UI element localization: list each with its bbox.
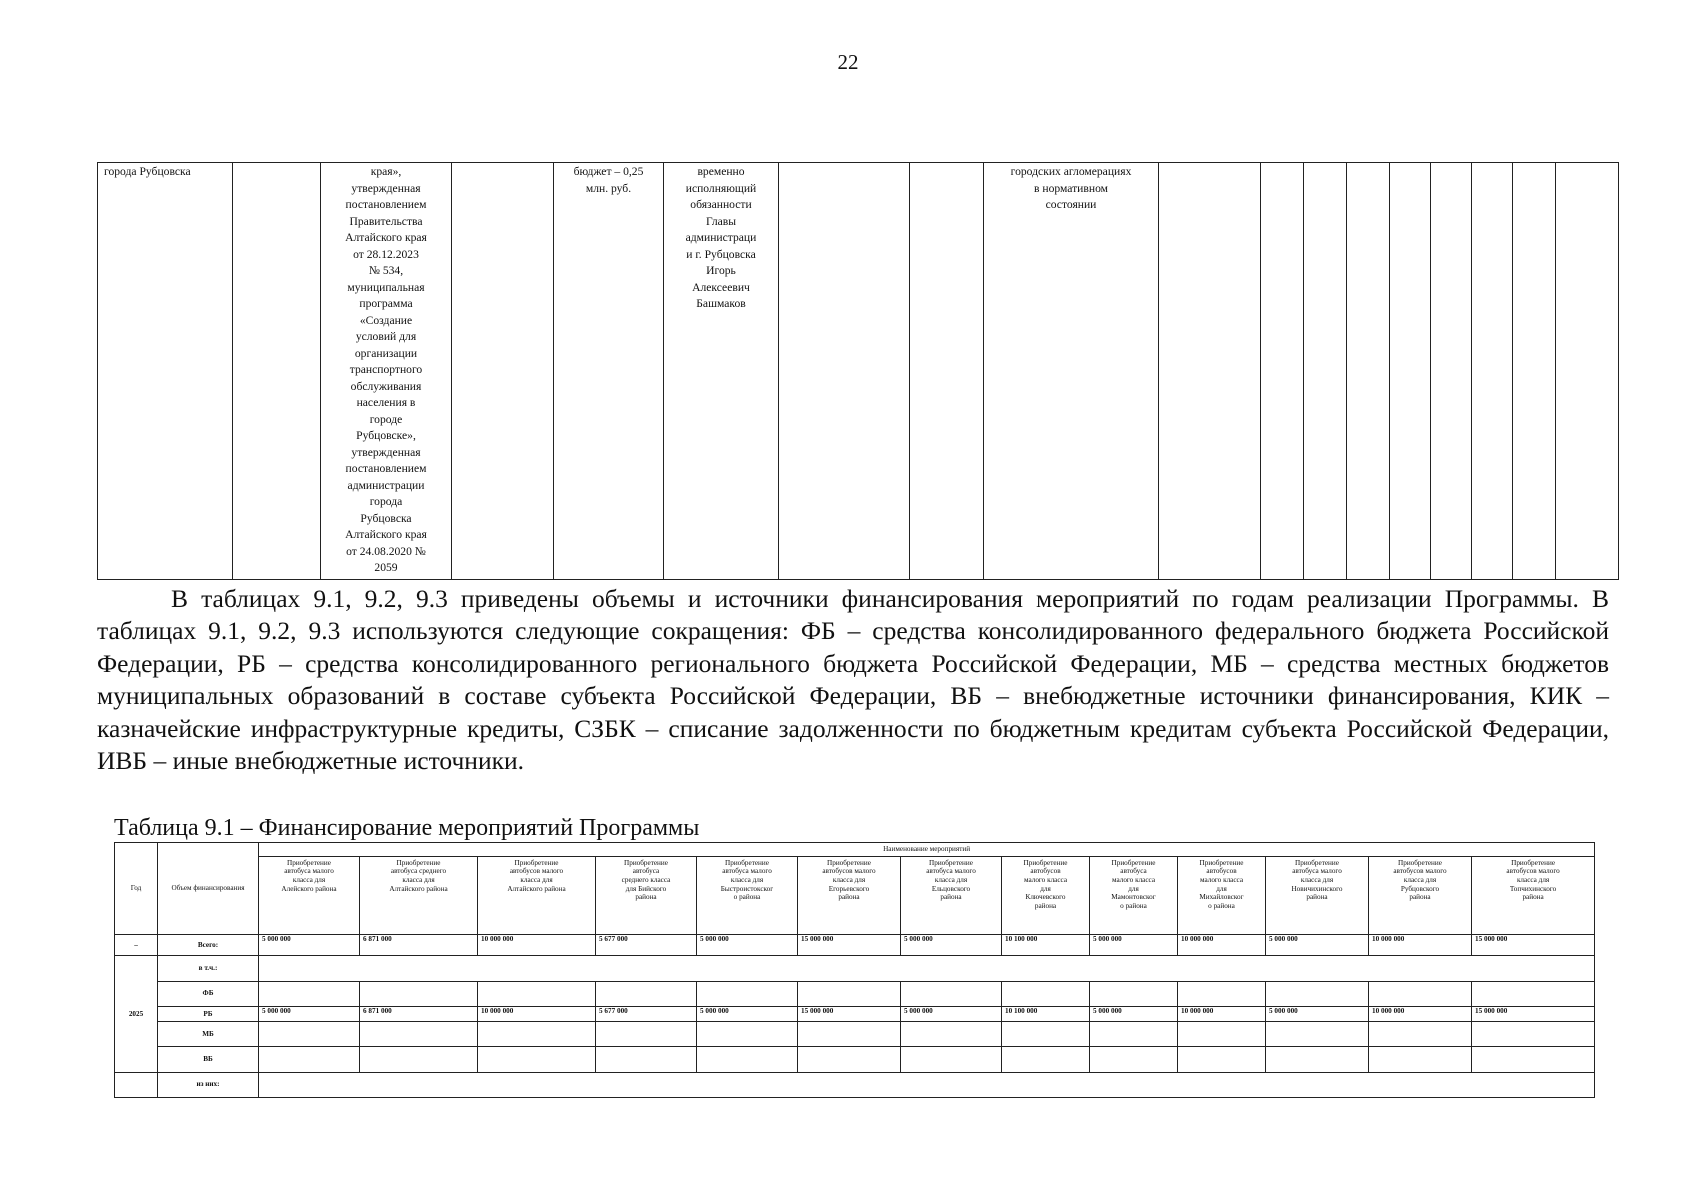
rb-value-12: 10 000 000 (1369, 1006, 1472, 1021)
header-event-7: Приобретение автобуса малого класса для Ельцовского района (901, 856, 1002, 934)
cell-empty (1002, 1047, 1090, 1072)
cell-empty (1090, 1021, 1178, 1046)
rb-value-1: 5 000 000 (259, 1006, 360, 1021)
body-paragraph: В таблицах 9.1, 9.2, 9.3 приведены объемы и источники финансирования мероприятий по годам реализации Программы. В таблицах 9.1, 9.2, 9.3 используются следующие сокращения: ФБ – средства консолидированного федерального бюджета Российской Федерации, РБ – средства консолидированного регионального бюджета Российской Федерации, МБ – средства местных бюджетов муниципальных образований в составе субъекта Российской Федерации, ВБ – внебюджетные источники финансирования, КИК – казначейские инфраструктурные кредиты, СЗБК – списание задолженности по бюджетным кредитам субъекта Российской Федерации, ИВБ – иные внебюджетные источники. (97, 584, 1609, 776)
header-event-13: Приобретение автобусов малого класса для Топчихинского района (1472, 856, 1595, 934)
cell-empty (1556, 163, 1619, 580)
cell-empty (596, 1021, 697, 1046)
header-event-12: Приобретение автобусов малого класса для Рубцовского района (1369, 856, 1472, 934)
total-value-9: 5 000 000 (1090, 935, 1178, 956)
row-label-incl: в т.ч.: (158, 956, 259, 981)
rb-value-13: 15 000 000 (1472, 1006, 1595, 1021)
cell-executor-city: города Рубцовска (98, 163, 233, 580)
cell-empty (115, 1072, 158, 1097)
rb-value-9: 5 000 000 (1090, 1006, 1178, 1021)
cell-result: городских агломерациях в нормативном состоянии (984, 163, 1159, 580)
cell-empty (452, 163, 554, 580)
header-events: Наименование мероприятий (259, 843, 1595, 857)
cell-empty (1266, 1047, 1369, 1072)
cell-legal-basis: края», утвержденная постановлением Правительства Алтайского края от 28.12.2023 № 534, муниципальная программа «Создание условий для организации транспортного обслуживания населения в городе Рубцовске», утвержденная постановлением администрации города Рубцовска Алтайского края от 24.08.2020 № 2059 (321, 163, 452, 580)
cell-empty (1159, 163, 1261, 580)
cell-budget: бюджет – 0,25 млн. руб. (554, 163, 664, 580)
rb-value-2: 6 871 000 (360, 1006, 478, 1021)
row-label-fb: ФБ (158, 981, 259, 1006)
total-value-4: 5 677 000 (596, 935, 697, 956)
cell-empty (1390, 163, 1431, 580)
finance-table (114, 842, 1595, 1098)
header-event-5: Приобретение автобуса малого класса для Быстроистокског о района (697, 856, 798, 934)
page-number: 22 (837, 50, 859, 74)
cell-empty (1369, 1047, 1472, 1072)
header-event-3: Приобретение автобусов малого класса для Алтайского района (478, 856, 596, 934)
total-value-1: 5 000 000 (259, 935, 360, 956)
cell-empty (798, 1047, 901, 1072)
cell-empty (1304, 163, 1347, 580)
header-event-6: Приобретение автобусов малого класса для Егорьевского района (798, 856, 901, 934)
header-event-8: Приобретение автобусов малого класса для Ключевского района (1002, 856, 1090, 934)
cell-empty (901, 1021, 1002, 1046)
row-label-vb: ВБ (158, 1047, 259, 1072)
rb-value-4: 5 677 000 (596, 1006, 697, 1021)
cell-empty (697, 1021, 798, 1046)
header-event-2: Приобретение автобуса среднего класса для Алтайского района (360, 856, 478, 934)
total-value-13: 15 000 000 (1472, 935, 1595, 956)
cell-empty (1472, 981, 1595, 1006)
row-label-mb: МБ (158, 1021, 259, 1046)
rb-value-10: 10 000 000 (1178, 1006, 1266, 1021)
year-dash: – (115, 935, 158, 956)
header-event-9: Приобретение автобуса малого класса для Мамонтовског о района (1090, 856, 1178, 934)
header-volume: Объем финансирования (158, 843, 259, 935)
row-label-total: Всего: (158, 935, 259, 956)
total-value-8: 10 100 000 (1002, 935, 1090, 956)
row-label-rb: РБ (158, 1006, 259, 1021)
rb-value-5: 5 000 000 (697, 1006, 798, 1021)
cell-empty (901, 1047, 1002, 1072)
table-caption: Таблица 9.1 – Финансирование мероприятий Программы (114, 815, 700, 841)
cell-empty (259, 1072, 1595, 1097)
cell-empty (478, 1047, 596, 1072)
cell-empty (910, 163, 984, 580)
cell-empty (798, 981, 901, 1006)
cell-empty (259, 1021, 360, 1046)
continuation-table (97, 162, 1619, 580)
total-value-6: 15 000 000 (798, 935, 901, 956)
cell-empty (697, 981, 798, 1006)
cell-empty (1369, 981, 1472, 1006)
cell-empty (1002, 981, 1090, 1006)
cell-empty (233, 163, 321, 580)
cell-empty (1347, 163, 1390, 580)
header-event-1: Приобретение автобуса малого класса для Алейского района (259, 856, 360, 934)
cell-responsible-person: временно исполняющий обязанности Главы администраци и г. Рубцовска Игорь Алексеевич Башмаков (664, 163, 779, 580)
cell-empty (1261, 163, 1304, 580)
cell-empty (901, 981, 1002, 1006)
total-value-7: 5 000 000 (901, 935, 1002, 956)
rb-value-11: 5 000 000 (1266, 1006, 1369, 1021)
cell-empty (1472, 1021, 1595, 1046)
cell-empty (1178, 1047, 1266, 1072)
cell-empty (779, 163, 910, 580)
cell-empty (1431, 163, 1472, 580)
total-value-5: 5 000 000 (697, 935, 798, 956)
header-event-10: Приобретение автобусов малого класса для Михайловског о района (1178, 856, 1266, 934)
header-event-4: Приобретение автобуса среднего класса для Бийского района (596, 856, 697, 934)
cell-empty (1090, 1047, 1178, 1072)
cell-empty (1178, 1021, 1266, 1046)
rb-value-8: 10 100 000 (1002, 1006, 1090, 1021)
cell-empty (478, 981, 596, 1006)
cell-empty (1090, 981, 1178, 1006)
row-label-of-them: из них: (158, 1072, 259, 1097)
cell-empty (360, 1021, 478, 1046)
cell-empty (478, 1021, 596, 1046)
total-value-12: 10 000 000 (1369, 935, 1472, 956)
total-value-11: 5 000 000 (1266, 935, 1369, 956)
cell-empty (360, 981, 478, 1006)
rb-value-7: 5 000 000 (901, 1006, 1002, 1021)
total-value-3: 10 000 000 (478, 935, 596, 956)
cell-empty (1178, 981, 1266, 1006)
cell-empty (697, 1047, 798, 1072)
cell-empty (1472, 1047, 1595, 1072)
total-value-10: 10 000 000 (1178, 935, 1266, 956)
header-event-11: Приобретение автобуса малого класса для Новичихинского района (1266, 856, 1369, 934)
rb-value-6: 15 000 000 (798, 1006, 901, 1021)
cell-empty (1513, 163, 1556, 580)
cell-empty (1369, 1021, 1472, 1046)
cell-empty (259, 1047, 360, 1072)
cell-empty (360, 1047, 478, 1072)
cell-empty (1002, 1021, 1090, 1046)
cell-empty (259, 956, 1595, 981)
cell-empty (1266, 1021, 1369, 1046)
cell-empty (596, 981, 697, 1006)
cell-empty (259, 981, 360, 1006)
cell-empty (1266, 981, 1369, 1006)
cell-empty (798, 1021, 901, 1046)
rb-value-3: 10 000 000 (478, 1006, 596, 1021)
total-value-2: 6 871 000 (360, 935, 478, 956)
cell-empty (1472, 163, 1513, 580)
header-year: Год (115, 843, 158, 935)
cell-empty (596, 1047, 697, 1072)
year-cell: 2025 (115, 956, 158, 1072)
